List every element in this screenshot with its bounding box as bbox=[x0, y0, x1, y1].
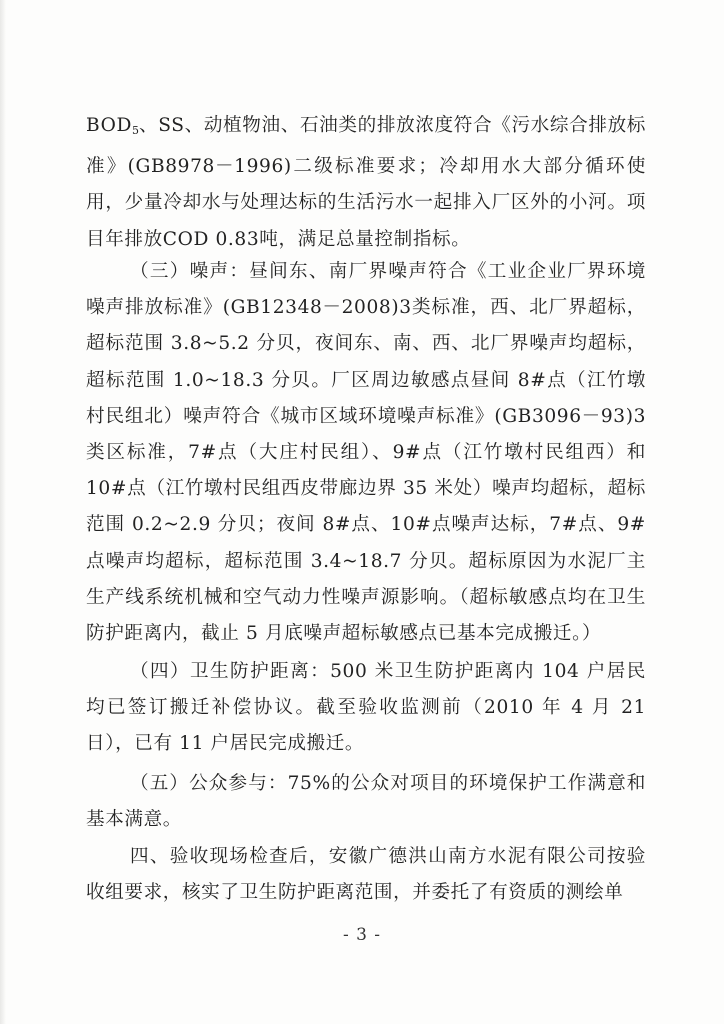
paragraph-public-participation: （五）公众参与：75%的公众对项目的环境保护工作满意和基本满意。 bbox=[86, 773, 646, 831]
bod-label: BOD bbox=[86, 115, 132, 136]
bod-subscript: 5 bbox=[131, 124, 139, 137]
paragraph-wastewater-text: 、SS、动植物油、石油类的排放浓度符合《污水综合排放标准》(GB8978－1996)二级标准要求；冷却用水大部分循环使用，少量冷却水与处理达标的生活污水一起排入厂区外的小河。项目年排放COD 0.83吨，满足总量控制指标。 bbox=[86, 115, 646, 250]
paragraph-health-protection-distance: （四）卫生防护距离：500 米卫生防护距离内 104 户居民均已签订搬迁补偿协议。截至验收监测前（2010 年 4 月 21 日），已有 11 户居民完成搬迁。 bbox=[86, 661, 646, 755]
page-edge-shadow bbox=[0, 0, 6, 1024]
paragraph-wastewater bbox=[86, 108, 646, 258]
paragraph-inspection: 四、验收现场检查后，安徽广德洪山南方水泥有限公司按验收组要求，核实了卫生防护距离范围，并委托了有资质的测绘单 bbox=[86, 846, 646, 904]
page-number: - 3 - bbox=[342, 925, 382, 945]
paragraph-noise: （三）噪声：昼间东、南厂界噪声符合《工业企业厂界环境噪声排放标准》(GB12348－2008)3类标准，西、北厂界超标，超标范围 3.8~5.2 分贝，夜间东、南、西、北厂界噪声均超标，超标范围 1.0~18.3 分贝。厂区周边敏感点昼间 8#点（江竹墩村民组北）噪声符合《城市区域环境噪声标准》(GB3096－93)3 类区标准，7#点（大庄村民组）、9#点（江竹墩村民组西）和 10#点（江竹墩村民组西皮带廊边界 35 米处）噪声均超标，超标范围 0.2~2.9 分贝；夜间 8#点、10#点噪声达标，7#点、9#点噪声均超标，超标范围 3.4~18.7 分贝。超标原因为水泥厂主生产线系统机械和空气动力性噪声源影响。（超标敏感点均在卫生防护距离内，截止 5 月底噪声超标敏感点已基本完成搬迁。） bbox=[86, 261, 646, 645]
